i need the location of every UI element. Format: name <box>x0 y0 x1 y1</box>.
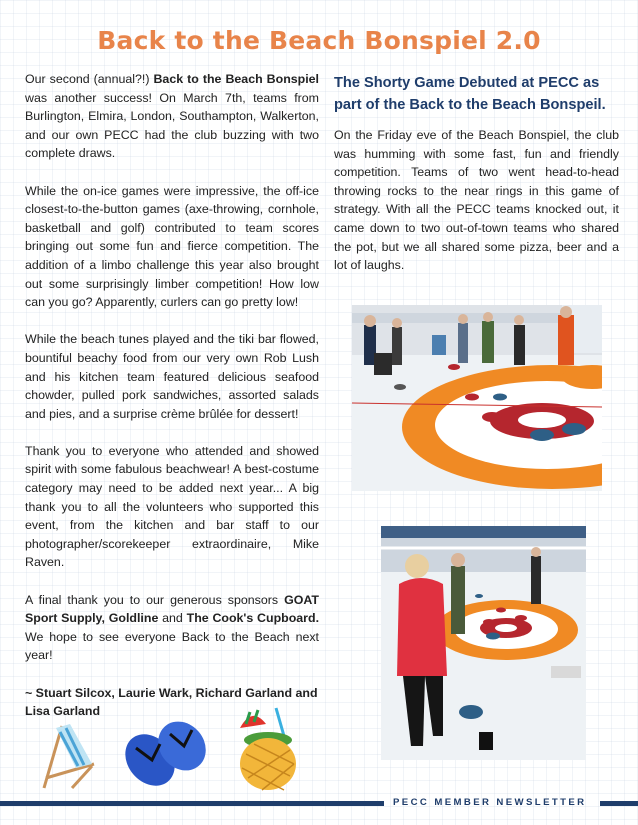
shorty-game-paragraph: On the Friday eve of the Beach Bonspiel, the club was humming with some fast, fun and friendly competition. Teams of two went head-to-head throwing rocks to the near rings in this game of strategy. With all the PECC teams knocked out, it came down to two out-of-town teams who shared the pot, but we all shared some pizza, beer and a lot of laughs. <box>334 128 619 273</box>
intro-text-rest: was another success! On March 7th, teams from Burlington, Elmira, London, Southampton, Walkerton, and our own PECC had the club buzzing with two complete draws. <box>25 90 319 161</box>
footer-label: PECC MEMBER NEWSLETTER <box>393 797 587 808</box>
event-name: Back to the Beach Bonspiel <box>153 72 319 86</box>
footer-bar-right <box>600 801 638 806</box>
curling-house-illustration <box>352 305 602 491</box>
right-column <box>334 73 619 275</box>
flip-flops-icon <box>120 718 210 790</box>
intro-text: Our second (annual?!) <box>25 72 154 86</box>
curling-house-photo <box>352 305 602 491</box>
sponsors-paragraph <box>25 591 319 665</box>
sponsors-and: and <box>158 611 187 626</box>
left-column <box>25 70 319 739</box>
sponsors-closing: We hope to see everyone Back to the Beach next year! <box>25 629 319 663</box>
sponsor-names: GOAT Sport Supply, Goldline <box>25 592 319 626</box>
footer-bar-left <box>0 801 384 806</box>
signature-names: ~ Stuart Silcox, Laurie Wark, Richard Garland and Lisa Garland <box>25 685 318 719</box>
shorty-game-heading: The Shorty Game Debuted at PECC as part of the Back to the Beach Bonspeil. <box>334 75 606 113</box>
beach-chair-icon <box>34 718 102 790</box>
games-paragraph: While the on-ice games were impressive, the off-ice closest-to-the-button games (axe-throwing, cornhole, basketball and golf) contributed to team scores bringing out some fun and fierce competition. The addition of a limbo challenge this year also brought out some surprisingly limber competition! How low can you go? Apparently, curlers can go pretty low! <box>25 183 319 310</box>
sponsors-intro: A final thank you to our generous sponsors <box>25 592 285 607</box>
thanks-paragraph: Thank you to everyone who attended and showed spirit with some fabulous beachwear! A best-costume category may need to be added next year... A big thank you to all the volunteers who supported this event, from the kitchen and bar staff to our photographer/scorekeeper extraordinaire, Mike Raven. <box>25 443 319 570</box>
food-paragraph: While the beach tunes played and the tiki bar flowed, bountiful beachy food from our very own Rob Lush and his kitchen team featured delicious seafood chowder, pulled pork sandwiches, assorted salads and pies, and a surprise crème brûlée for dessert! <box>25 332 319 421</box>
curler-delivery-illustration <box>381 526 586 760</box>
page-title: Back to the Beach Bonspiel 2.0 <box>97 26 541 55</box>
curler-delivery-photo <box>381 526 586 760</box>
sponsor-cooks-cupboard: The Cook's Cupboard. <box>186 611 320 626</box>
intro-paragraph <box>25 70 319 163</box>
pineapple-drink-icon <box>232 706 304 792</box>
